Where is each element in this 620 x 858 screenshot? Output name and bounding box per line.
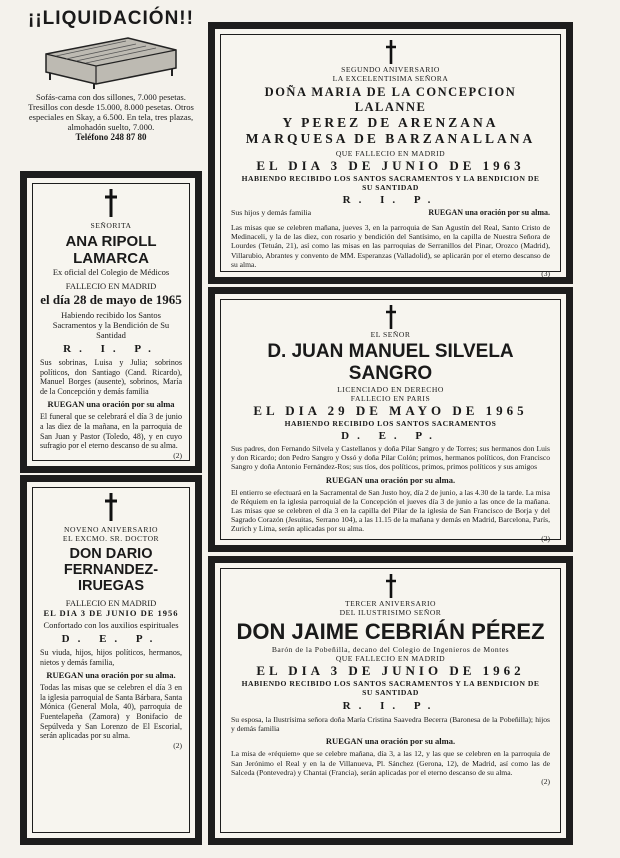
role: LICENCIADO EN DERECHO bbox=[337, 385, 444, 394]
died-place: FALLECIO EN MADRID bbox=[65, 281, 157, 291]
cross-icon bbox=[384, 39, 398, 65]
sacraments: Habiendo recibido los Santos Sacramentos y la Bendición de Su Santidad bbox=[52, 310, 170, 340]
deceased-name: D. JUAN MANUEL SILVELA SANGRO bbox=[267, 341, 514, 384]
cross-icon bbox=[384, 573, 398, 599]
died-place: QUE FALLECIO EN MADRID bbox=[335, 149, 446, 158]
cross-icon bbox=[384, 304, 398, 330]
title: EL EXCMO. SR. DOCTOR bbox=[62, 534, 160, 543]
death-date: el día 28 de mayo de 1965 bbox=[40, 292, 182, 307]
honorific: SEÑORITA bbox=[90, 221, 132, 230]
rip: D. E. P. bbox=[341, 430, 440, 442]
deceased-name: ANA RIPOLL LAMARCA bbox=[65, 233, 157, 267]
died-place: FALLECIO EN MADRID bbox=[65, 598, 157, 608]
rip: R. I. P. bbox=[342, 700, 439, 712]
ruegan: RUEGAN una oración por su alma. bbox=[325, 474, 456, 485]
ruegan: RUEGAN una oración por su alma. bbox=[325, 736, 456, 747]
liquidation-ad bbox=[22, 6, 200, 166]
sacraments: Confortado con los auxilios espirituales bbox=[43, 620, 179, 630]
family: Sus hijos y demás familia bbox=[231, 208, 312, 217]
rip: R. I. P. bbox=[342, 194, 439, 206]
cross-icon bbox=[103, 188, 119, 218]
deceased-name-line2: Y PEREZ DE ARENZANA bbox=[282, 115, 499, 130]
masses-info: Las misas que se celebren mañana, jueves 3, en la parroquia de San Agustín del Real, Santo Cristo de Medinaceli, y la de las diez, con rosario y bendición del Santísimo, en la capilla de Nuestra Señora de Lourdes (Tetuán, 21), así como las misas en las parroquias de Serranillos del Pinar, Orozco (Madrid), Villarubio, Abrantes y convento de MM. Esperanzas (Valladolid), se aplicarán por el eterno descanso de su alma. bbox=[231, 223, 550, 269]
sofa-illustration bbox=[36, 32, 186, 90]
death-date: EL DIA 3 DE JUNIO DE 1962 bbox=[256, 663, 525, 678]
death-date: EL DIA 3 DE JUNIO DE 1963 bbox=[256, 158, 525, 173]
died-place: QUE FALLECIO EN MADRID bbox=[335, 654, 446, 663]
funeral-info: El entierro se efectuará en la Sacramental de San Justo hoy, día 2 de junio, a las 4.30 de la tarde. La misa de Réquiem en la iglesia parroquial de la Concepción el jueves día 3 de junio a las once de la mañana. Las misas que se celebren el día 3 en la capilla del Pilar de la iglesia de San Francisco de Borja y del Sagrado Corazón (Jesuitas, Serrano 104), a las 11.15 de la mañana y demás en Madrid, Barcelona, París, Zurich y Lima, serán aplicadas por su alma. bbox=[231, 487, 550, 534]
title: EL SEÑOR bbox=[370, 330, 411, 339]
deceased-name-line3: MARQUESA DE BARZANALLANA bbox=[245, 131, 536, 146]
obituary-ana-ripoll bbox=[20, 171, 202, 473]
obituary-dario-fernandez bbox=[20, 475, 202, 845]
obituary-silvela bbox=[208, 287, 573, 552]
deceased-name-line1: DON DARIO FERNANDEZ- bbox=[63, 546, 159, 578]
ad-text: Sofás-cama con dos sillones, 7.000 pesetas. Tresillos con desde 15.000, 8.000 pesetas. Otros especiales en Skay, a 6.500. En tela, tres plazas, almohadón suelto, 7.000. bbox=[28, 92, 194, 132]
sacraments: HABIENDO RECIBIDO LOS SANTOS SACRAMENTOS Y LA BENDICION DE SU SANTIDAD bbox=[241, 679, 540, 697]
rip: D. E. P. bbox=[61, 633, 161, 645]
funeral-info: El funeral que se celebrará el día 3 de junio a las diez de la mañana, en la parroquia de San Juan y Pastor (Toledo, 48), y en cuyo sufragio por el eterno descanso de su alma. bbox=[40, 412, 182, 451]
family: Sus padres, don Fernando Silvela y Castellanos y doña Pilar Sangro y de Torres; sus hermanos don Luis y don Ricardo; don Pedro Sangro y Ossó y doña Pilar Colón; primos, hermanos políticos, don Francisco Sangro y doña Antonio Fernández-Ros; sus tíos, dos políticos, primos, primos políticos y sus amigos bbox=[231, 444, 550, 472]
family: Sus sobrinas, Luisa y Julia; sobrinos políticos, don Santiago (Cand. Ricardo), Manuel Borges (ausente), sobrinos, María de la Concepción y demás familia bbox=[40, 358, 182, 396]
anniversary: NOVENO ANIVERSARIO bbox=[63, 525, 158, 534]
title: LA EXCELENTISIMA SEÑORA bbox=[332, 74, 449, 83]
ad-title: ¡¡LIQUIDACIÓN!! bbox=[28, 8, 194, 29]
family: Su esposa, la Ilustrísima señora doña María Cristina Saavedra Becerra (Baronesa de la Pobeñilla); hijos y demás familia bbox=[231, 715, 550, 734]
family: Su viuda, hijos, hijos políticos, hermanos, nietos y demás familia, bbox=[40, 648, 182, 667]
role: Barón de la Pobeñilla, decano del Colegio de Ingenieros de Montes bbox=[271, 645, 510, 654]
ad-phone: Teléfono 248 87 80 bbox=[75, 132, 147, 142]
deceased-name-line2: IRUEGAS bbox=[77, 578, 145, 594]
death-date: EL DIA 3 DE JUNIO DE 1956 bbox=[43, 608, 179, 618]
reference-number: (3) bbox=[541, 269, 550, 279]
sacraments: HABIENDO RECIBIDO LOS SANTOS SACRAMENTOS bbox=[284, 419, 497, 428]
died-place: FALLECIO EN PARIS bbox=[350, 394, 431, 403]
reference-number: (2) bbox=[541, 533, 550, 543]
sacraments: HABIENDO RECIBIDO LOS SANTOS SACRAMENTOS Y LA BENDICION DE SU SANTIDAD bbox=[241, 174, 540, 192]
deceased-name: DON JAIME CEBRIÁN PÉREZ bbox=[236, 619, 545, 644]
masses-info: Todas las misas que se celebren el día 3 en la iglesia parroquial de Santa Bárbara, Santa Mónica (General Mola, 40), parroquia de Fuentelapeña (Zamora) y Bonifacio de Sepúlveda y San Lorenzo de El Escorial, serán aplicadas por su alma. bbox=[40, 683, 182, 741]
title: DEL ILUSTRISIMO SEÑOR bbox=[339, 608, 442, 617]
cross-icon bbox=[103, 492, 119, 522]
obituary-lalanne bbox=[208, 22, 573, 284]
rip: R. I. P. bbox=[63, 343, 159, 355]
ruegan: RUEGAN una oración por su alma bbox=[47, 399, 175, 410]
role: Ex oficial del Colegio de Médicos bbox=[52, 267, 170, 277]
death-date: EL DIA 29 DE MAYO DE 1965 bbox=[253, 403, 528, 418]
reference-number: (2) bbox=[173, 740, 182, 750]
anniversary: SEGUNDO ANIVERSARIO bbox=[341, 65, 440, 74]
reference-number: (2) bbox=[173, 450, 182, 460]
obituary-cebrian bbox=[208, 556, 573, 845]
masses-info: La misa de «réquiem» que se celebre mañana, día 3, a las 12, y las que se celebren en la parroquia de San Jerónimo el Real y en la de Villanueva, Pl. Sánchez (Gerona, 12), de Madrid, así como las de Salceda (Pontevedra) y Chantai (Francia), serán aplicadas por el eterno descanso de su alma. bbox=[231, 749, 550, 777]
ruegan: RUEGAN una oración por su alma. bbox=[46, 670, 176, 681]
deceased-name-line1: DOÑA MARIA DE LA CONCEPCION LALANNE bbox=[264, 85, 517, 114]
ruegan: RUEGAN una oración por su alma. bbox=[428, 208, 550, 217]
reference-number: (2) bbox=[541, 777, 550, 787]
anniversary: TERCER ANIVERSARIO bbox=[344, 599, 437, 608]
